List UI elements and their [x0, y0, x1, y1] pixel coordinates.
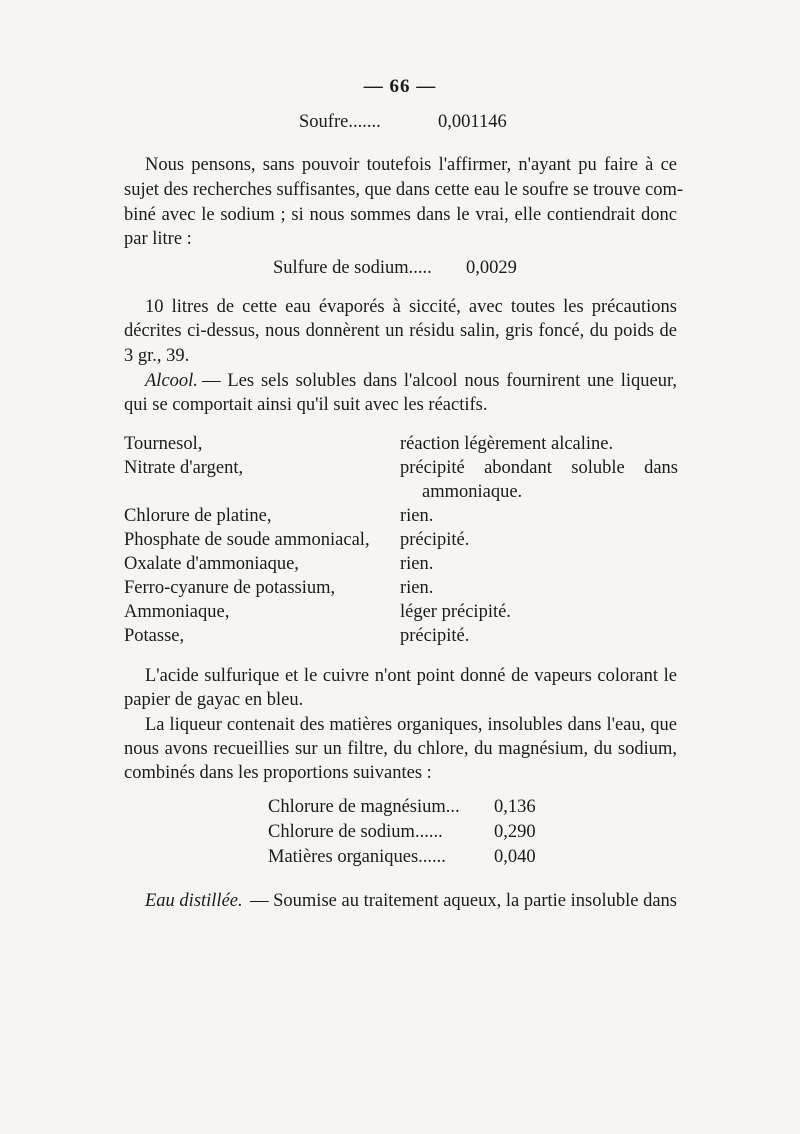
composition-value: 0,040	[494, 847, 536, 867]
para1-line-1: Nous pensons, sans pouvoir toutefois l'affirmer, n'ayant pu faire à ce	[145, 155, 677, 175]
sulfide-value: 0,0029	[466, 258, 517, 278]
reagent-row	[124, 577, 684, 599]
reagent-name: Ferro-cyanure de potassium,	[124, 578, 336, 598]
para2-line-2: décrites ci-dessus, nous donnèrent un résidu salin, gris foncé, du poids de	[124, 321, 677, 341]
reagent-name: Nitrate d'argent,	[124, 458, 244, 478]
reagent-result: précipité abondant soluble dans	[400, 458, 678, 478]
reagent-row	[124, 625, 684, 647]
reagent-name: Phosphate de soude ammoniacal,	[124, 530, 370, 550]
sulfide-label: Sulfure de sodium.....	[273, 258, 432, 278]
alcohol-line-2: qui se comportait ainsi qu'il suit avec les réactifs.	[124, 395, 488, 415]
para4-line-1: La liqueur contenait des matières organiques, insolubles dans l'eau, que	[145, 715, 677, 735]
alcohol-heading: Alcool.	[145, 371, 198, 391]
distilled-heading: Eau distillée.	[145, 891, 243, 911]
reagent-result: rien.	[400, 578, 434, 598]
reagent-result: rien.	[400, 506, 434, 526]
para4-line-2: nous avons recueillies sur un filtre, du chlore, du magnésium, du sodium,	[124, 739, 677, 759]
reagent-row	[124, 505, 684, 527]
reagent-row	[124, 457, 684, 479]
reagent-row	[124, 529, 684, 551]
para3-line-1: L'acide sulfurique et le cuivre n'ont point donné de vapeurs colorant le	[145, 666, 677, 686]
reagent-name: Oxalate d'ammoniaque,	[124, 554, 299, 574]
reagent-name: Tournesol,	[124, 434, 203, 454]
para1-line-4: par litre :	[124, 229, 192, 249]
composition-name: Matières organiques......	[268, 847, 446, 867]
reagent-result: rien.	[400, 554, 434, 574]
para1-line-2: sujet des recherches suffisantes, que dans cette eau le soufre se trouve com-	[124, 180, 684, 200]
reagent-name: Ammoniaque,	[124, 602, 230, 622]
alcohol-line-1: — Les sels solubles dans l'alcool nous fournirent une liqueur,	[202, 371, 677, 391]
para2-line-3: 3 gr., 39.	[124, 346, 190, 366]
composition-value: 0,136	[494, 797, 536, 817]
reagent-name: Potasse,	[124, 626, 185, 646]
para3-line-2: papier de gayac en bleu.	[124, 690, 304, 710]
reagent-row-cont	[124, 481, 684, 503]
reagent-result: précipité.	[400, 626, 470, 646]
sulphur-label: Soufre.......	[299, 112, 381, 132]
reagent-result: léger précipité.	[400, 602, 511, 622]
reagent-name: Chlorure de platine,	[124, 506, 272, 526]
reagent-row	[124, 433, 684, 455]
reagent-row	[124, 601, 684, 623]
para1-line-3: biné avec le sodium ; si nous sommes dans le vrai, elle contiendrait donc	[124, 205, 677, 225]
composition-name: Chlorure de sodium......	[268, 822, 443, 842]
reagent-row	[124, 553, 684, 575]
sulphur-value: 0,001146	[438, 112, 507, 132]
composition-name: Chlorure de magnésium...	[268, 797, 460, 817]
reagent-result: réaction légèrement alcaline.	[400, 434, 614, 454]
distilled-line: — Soumise au traitement aqueux, la partie insoluble dans	[250, 891, 677, 911]
reagent-result: précipité.	[400, 530, 470, 550]
composition-value: 0,290	[494, 822, 536, 842]
para4-line-3: combinés dans les proportions suivantes :	[124, 763, 432, 783]
para2-line-1: 10 litres de cette eau évaporés à siccité, avec toutes les précautions	[145, 297, 677, 317]
page-number: — 66 —	[363, 76, 437, 97]
reagent-result-cont: ammoniaque.	[422, 482, 523, 502]
